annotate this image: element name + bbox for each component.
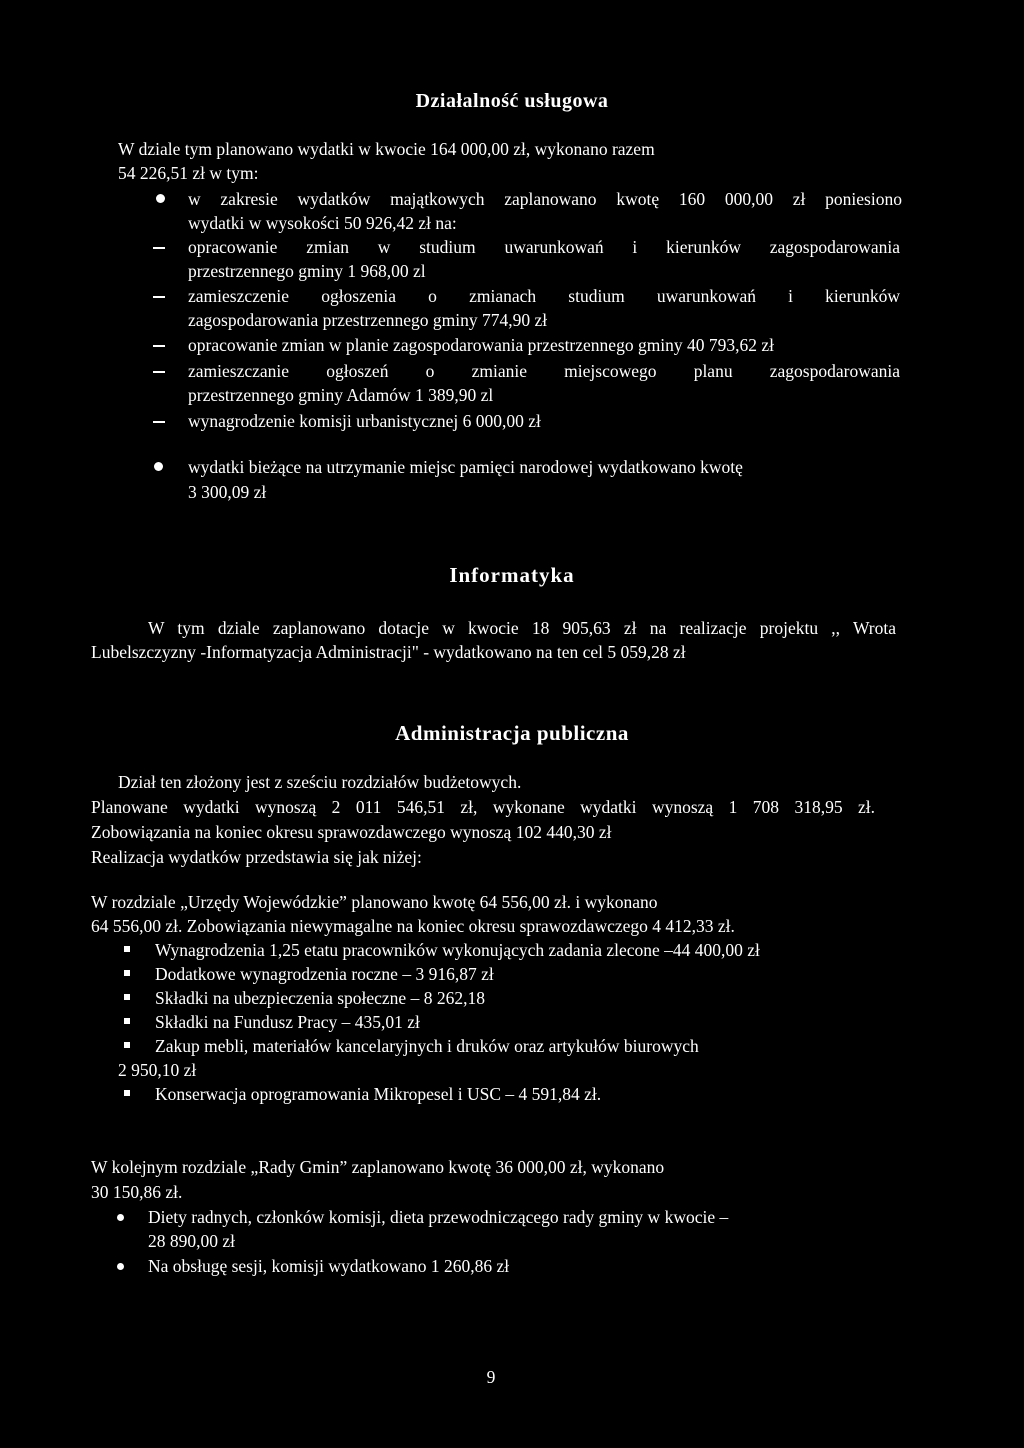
list-item-text: Konserwacja oprogramowania Mikropesel i USC – 4 591,84 zł.: [155, 1084, 602, 1104]
list-item-text: Wynagrodzenia 1,25 etatu pracowników wykonujących zadania zlecone –44 400,00 zł: [155, 940, 760, 960]
paragraph: W dziale tym planowano wydatki w kwocie 164 000,00 zł, wykonano razem: [118, 139, 655, 159]
admin-line-3: [91, 820, 611, 844]
list-item-text: zamieszczenie ogłoszenia o zmianach studium uwarunkowań i kierunków: [188, 286, 900, 306]
list-item-cont: [188, 308, 547, 332]
dash-icon: [153, 421, 165, 423]
list-item-text: Na obsługę sesji, komisji wydatkowano 1 260,86 zł: [148, 1256, 510, 1276]
list-item-text: przestrzennego gminy Adamów 1 389,90 zl: [188, 385, 494, 405]
uslugowa-body-2: [118, 161, 258, 185]
rady-line-1: [91, 1155, 664, 1179]
list-item-text: opracowanie zmian w studium uwarunkowań i kierunków zagospodarowania: [188, 237, 900, 257]
list-item-text: Diety radnych, członków komisji, dieta przewodniczącego rady gminy w kwocie –: [148, 1207, 729, 1227]
square-bullet-icon: [124, 994, 130, 1000]
list-item-text: wynagrodzenie komisji urbanistycznej 6 000,00 zł: [188, 411, 541, 431]
informatyka-line-2: [91, 640, 686, 664]
paragraph: Planowane wydatki wynoszą 2 011 546,51 zł, wykonane wydatki wynoszą 1 708 318,95 zł.: [91, 797, 875, 817]
list-item-cont: [188, 383, 493, 407]
list-item-text: opracowanie zmian w planie zagospodarowania przestrzennego gminy 40 793,62 zł: [188, 335, 775, 355]
list-item: [155, 938, 760, 962]
list-item: [188, 455, 743, 479]
list-item: [188, 359, 900, 383]
informatyka-line-1: [148, 616, 896, 640]
paragraph: Lubelszczyzny -Informatyzacja Administracji" - wydatkowano na ten cel 5 059,28 zł: [91, 642, 686, 662]
section-heading-administracja: Administracja publiczna: [395, 721, 629, 745]
square-bullet-icon: [124, 946, 130, 952]
list-item: [188, 409, 541, 433]
uslugowa-body: [118, 137, 790, 161]
list-item: [155, 986, 485, 1010]
list-item: [155, 962, 494, 986]
list-item: [188, 333, 900, 357]
list-item-text: Składki na Fundusz Pracy – 435,01 zł: [155, 1012, 420, 1032]
list-item: [155, 1034, 699, 1058]
list-item-text: zagospodarowania przestrzennego gminy 774,90 zł: [188, 310, 548, 330]
dash-icon: [153, 371, 165, 373]
list-item-text: Składki na ubezpieczenia społeczne – 8 262,18: [155, 988, 485, 1008]
dash-icon: [153, 296, 165, 298]
list-item-text: wydatki w wysokości 50 926,42 zł na:: [188, 213, 457, 233]
list-item-text: wydatki bieżące na utrzymanie miejsc pamięci narodowej wydatkowano kwotę: [188, 457, 743, 477]
page-number: 9: [486, 1367, 496, 1387]
list-item-text: w zakresie wydatków majątkowych zaplanowano kwotę 160 000,00 zł poniesiono: [188, 189, 902, 209]
paragraph: W tym dziale zaplanowano dotacje w kwocie 18 905,63 zł na realizacje projektu ,, Wrota: [148, 618, 896, 638]
list-item-text: Zakup mebli, materiałów kancelaryjnych i druków oraz artykułów biurowych: [155, 1036, 699, 1056]
list-item-cont: [118, 1058, 196, 1082]
admin-line-1: [118, 770, 521, 794]
bullet-dot-icon: [154, 462, 163, 471]
bullet-dot-icon: [117, 1263, 124, 1270]
square-bullet-icon: [124, 1090, 130, 1096]
urzedy-line-2: [91, 914, 735, 938]
list-item: [188, 284, 900, 308]
paragraph: Dział ten złożony jest z sześciu rozdziałów budżetowych.: [118, 772, 522, 792]
admin-line-4: [91, 845, 422, 869]
list-item: [155, 1082, 601, 1106]
bullet-dot-icon: [156, 194, 165, 203]
list-item-text: zamieszczanie ogłoszeń o zmianie miejscowego planu zagospodarowania: [188, 361, 900, 381]
paragraph: Realizacja wydatków przedstawia się jak niżej:: [91, 847, 422, 867]
list-item-cont: [148, 1229, 235, 1253]
paragraph: Zobowiązania na koniec okresu sprawozdawczego wynoszą 102 440,30 zł: [91, 822, 612, 842]
paragraph: W kolejnym rozdziale „Rady Gmin” zaplanowano kwotę 36 000,00 zł, wykonano: [91, 1157, 665, 1177]
admin-line-2: [91, 795, 875, 819]
urzedy-line-1: [91, 890, 658, 914]
list-item-cont: [188, 211, 457, 235]
paragraph: 64 556,00 zł. Zobowiązania niewymagalne na koniec okresu sprawozdawczego 4 412,33 zł.: [91, 916, 735, 936]
list-item-text: 3 300,09 zł: [188, 482, 267, 502]
square-bullet-icon: [124, 1018, 130, 1024]
list-item-text: przestrzennego gminy 1 968,00 zl: [188, 261, 426, 281]
list-item: [148, 1254, 509, 1278]
list-item: [188, 235, 900, 259]
square-bullet-icon: [124, 970, 130, 976]
list-item: [148, 1205, 728, 1229]
list-item-text: 28 890,00 zł: [148, 1231, 236, 1251]
section-heading-uslugowa: Działalność usługowa: [415, 90, 609, 112]
list-item: [155, 1010, 420, 1034]
bullet-dot-icon: [117, 1214, 124, 1221]
list-item-text: 2 950,10 zł: [118, 1060, 197, 1080]
dash-icon: [153, 345, 165, 347]
rady-line-2: [91, 1180, 182, 1204]
dash-icon: [153, 247, 165, 249]
list-item-text: Dodatkowe wynagrodzenia roczne – 3 916,87 zł: [155, 964, 494, 984]
list-item-cont: [188, 259, 426, 283]
list-item: [188, 187, 902, 211]
section-heading-informatyka: Informatyka: [449, 563, 575, 587]
list-item-cont: [188, 480, 266, 504]
paragraph: 54 226,51 zł w tym:: [118, 163, 259, 183]
square-bullet-icon: [124, 1042, 130, 1048]
paragraph: 30 150,86 zł.: [91, 1182, 183, 1202]
paragraph: W rozdziale „Urzędy Wojewódzkie” planowano kwotę 64 556,00 zł. i wykonano: [91, 892, 658, 912]
